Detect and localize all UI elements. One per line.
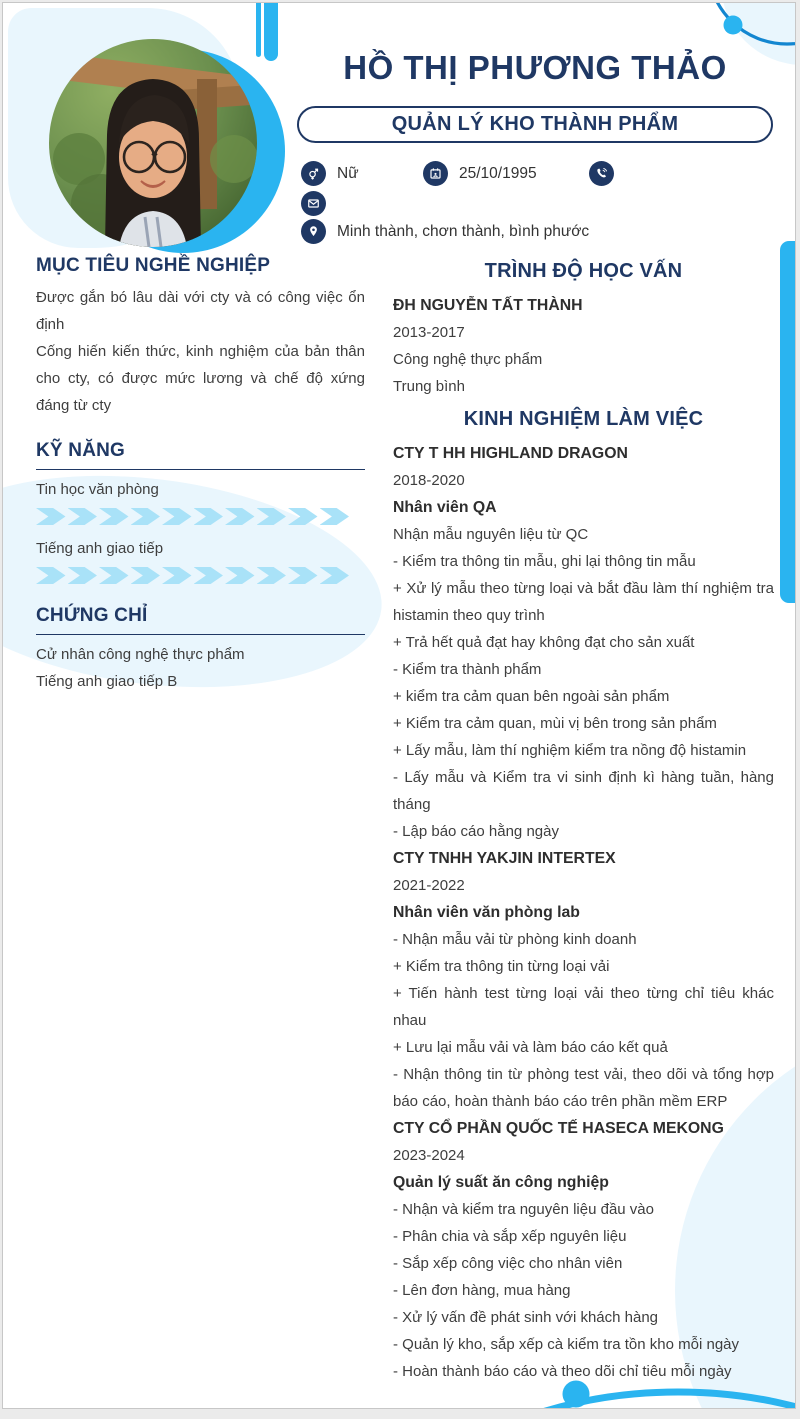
job-company: CTY T HH HIGHLAND DRAGON <box>393 445 628 462</box>
education-school: ĐH NGUYỄN TẤT THÀNH <box>393 297 583 314</box>
chevron-arrow-icon <box>99 567 129 584</box>
calendar-icon <box>423 161 448 186</box>
chevron-arrow-icon <box>288 508 318 525</box>
job-role: Nhân viên QA <box>393 499 497 516</box>
objective-paragraph: Được gắn bó lâu dài với cty và có công việc ổn định <box>36 289 365 333</box>
contact-email <box>301 191 337 216</box>
job-duty: - Sắp xếp công việc cho nhân viên <box>393 1255 623 1272</box>
skill-name: Tiếng anh giao tiếp <box>36 540 164 557</box>
email-icon <box>301 191 326 216</box>
contact-gender <box>301 161 359 186</box>
experience-job <box>393 845 774 1115</box>
job-duty: - Kiểm tra thông tin mẫu, ghi lại thông tin mẫu <box>393 553 696 570</box>
chevron-arrow-icon <box>131 567 161 584</box>
chevron-arrow-icon <box>36 567 66 584</box>
chevron-arrow-icon <box>68 567 98 584</box>
candidate-name: HỒ THỊ PHƯƠNG THẢO <box>343 49 727 86</box>
education-heading: TRÌNH ĐỘ HỌC VẤN <box>484 260 683 282</box>
chevron-arrow-icon <box>225 567 255 584</box>
chevron-arrow-icon <box>36 508 66 525</box>
certificate-item: Cử nhân công nghệ thực phẩm <box>36 646 245 663</box>
job-role: Quản lý suất ăn công nghiệp <box>393 1174 609 1191</box>
job-duty: - Nhận mẫu vải từ phòng kinh doanh <box>393 931 637 948</box>
job-duty: + kiểm tra cảm quan bên ngoài sản phẩm <box>393 688 670 705</box>
chevron-arrow-icon <box>225 508 255 525</box>
job-duty: + Xử lý mẫu theo từng loại và bắt đầu làm thí nghiệm tra histamin theo quy trình <box>393 580 774 624</box>
contact-address <box>301 219 589 244</box>
contact-phone <box>589 161 625 186</box>
job-duty: - Nhận và kiểm tra nguyên liệu đầu vào <box>393 1201 654 1218</box>
skill-name: Tin học văn phòng <box>36 481 159 498</box>
chevron-arrow-icon <box>162 508 192 525</box>
job-duty: + Lưu lại mẫu vải và làm báo cáo kết quả <box>393 1039 668 1056</box>
cv-page <box>2 2 796 1409</box>
chevron-arrow-icon <box>288 567 318 584</box>
job-duty: - Hoàn thành báo cáo và theo dõi chỉ tiêu mỗi ngày <box>393 1363 732 1380</box>
chevron-arrow-icon <box>257 567 287 584</box>
job-role: Nhân viên văn phòng lab <box>393 904 580 921</box>
job-years: 2023-2024 <box>393 1147 465 1164</box>
experience-job <box>393 440 774 845</box>
job-years: 2021-2022 <box>393 877 465 894</box>
chevron-arrow-icon <box>320 508 350 525</box>
chevron-arrow-icon <box>194 567 224 584</box>
job-duty: Nhận mẫu nguyên liệu từ QC <box>393 526 589 543</box>
objective-paragraph: Cống hiến kiến thức, kinh nghiệm của bản thân cho cty, có được mức lương và chế độ xứng đáng từ cty <box>36 343 365 414</box>
chevron-arrow-icon <box>162 567 192 584</box>
job-title: QUẢN LÝ KHO THÀNH PHẨM <box>391 113 679 135</box>
job-duty: - Lập báo cáo hằng ngày <box>393 823 559 840</box>
gender-icon <box>301 161 326 186</box>
chevron-arrow-icon <box>257 508 287 525</box>
job-duty: + Lấy mẫu, làm thí nghiệm kiểm tra nồng độ histamin <box>393 742 747 759</box>
experience-heading: KINH NGHIỆM LÀM VIỆC <box>463 408 704 430</box>
skill-level-bar <box>36 567 365 584</box>
skill-level-bar <box>36 508 365 525</box>
location-pin-icon <box>301 219 326 244</box>
certificate-item: Tiếng anh giao tiếp B <box>36 673 178 690</box>
education-years: 2013-2017 <box>393 324 465 341</box>
chevron-arrow-icon <box>99 508 129 525</box>
skills-heading: KỸ NĂNG <box>36 440 365 470</box>
objective-heading: MỤC TIÊU NGHỀ NGHIỆP <box>36 255 271 276</box>
job-duty: + Kiểm tra cảm quan, mùi vị bên trong sản phẩm <box>393 715 717 732</box>
job-duty: + Tiến hành test từng loại vải theo từng chỉ tiêu khác nhau <box>393 985 774 1029</box>
chevron-arrow-icon <box>320 567 350 584</box>
job-duty: - Quản lý kho, sắp xếp cà kiểm tra tồn kho mỗi ngày <box>393 1336 740 1353</box>
experience-job <box>393 1115 774 1385</box>
gender-value: Nữ <box>337 164 359 182</box>
right-column <box>393 259 774 1385</box>
job-duty: - Nhận thông tin từ phòng test vải, theo dõi và tổng hợp báo cáo, hoàn thành báo cáo trên phần mềm ERP <box>393 1066 774 1110</box>
job-company: CTY TNHH YAKJIN INTERTEX <box>393 850 616 867</box>
job-duty: - Kiểm tra thành phẩm <box>393 661 542 678</box>
job-duty: + Kiểm tra thông tin từng loại vải <box>393 958 610 975</box>
contact-dob <box>423 161 537 186</box>
job-duty: - Xử lý vấn đề phát sinh với khách hàng <box>393 1309 659 1326</box>
chevron-arrow-icon <box>68 508 98 525</box>
education-major: Công nghệ thực phẩm <box>393 351 543 368</box>
contact-block <box>301 161 795 253</box>
chevron-arrow-icon <box>131 508 161 525</box>
certificates-heading: CHỨNG CHỈ <box>36 605 365 635</box>
chevron-arrow-icon <box>194 508 224 525</box>
job-company: CTY CỔ PHẦN QUỐC TẾ HASECA MEKONG <box>393 1120 724 1137</box>
education-grade: Trung bình <box>393 378 465 395</box>
left-column <box>36 255 365 695</box>
address-value: Minh thành, chơn thành, bình phước <box>337 222 590 240</box>
job-duty: - Lấy mẫu và Kiểm tra vi sinh định kì hàng tuần, hàng tháng <box>393 769 774 813</box>
dob-value: 25/10/1995 <box>459 164 537 182</box>
job-duty: - Lên đơn hàng, mua hàng <box>393 1282 571 1299</box>
job-title-pill <box>297 106 773 143</box>
phone-icon <box>589 161 614 186</box>
job-duty: - Phân chia và sắp xếp nguyên liệu <box>393 1228 627 1245</box>
job-years: 2018-2020 <box>393 472 465 489</box>
job-duty: + Trả hết quả đạt hay không đạt cho sản xuất <box>393 634 695 651</box>
